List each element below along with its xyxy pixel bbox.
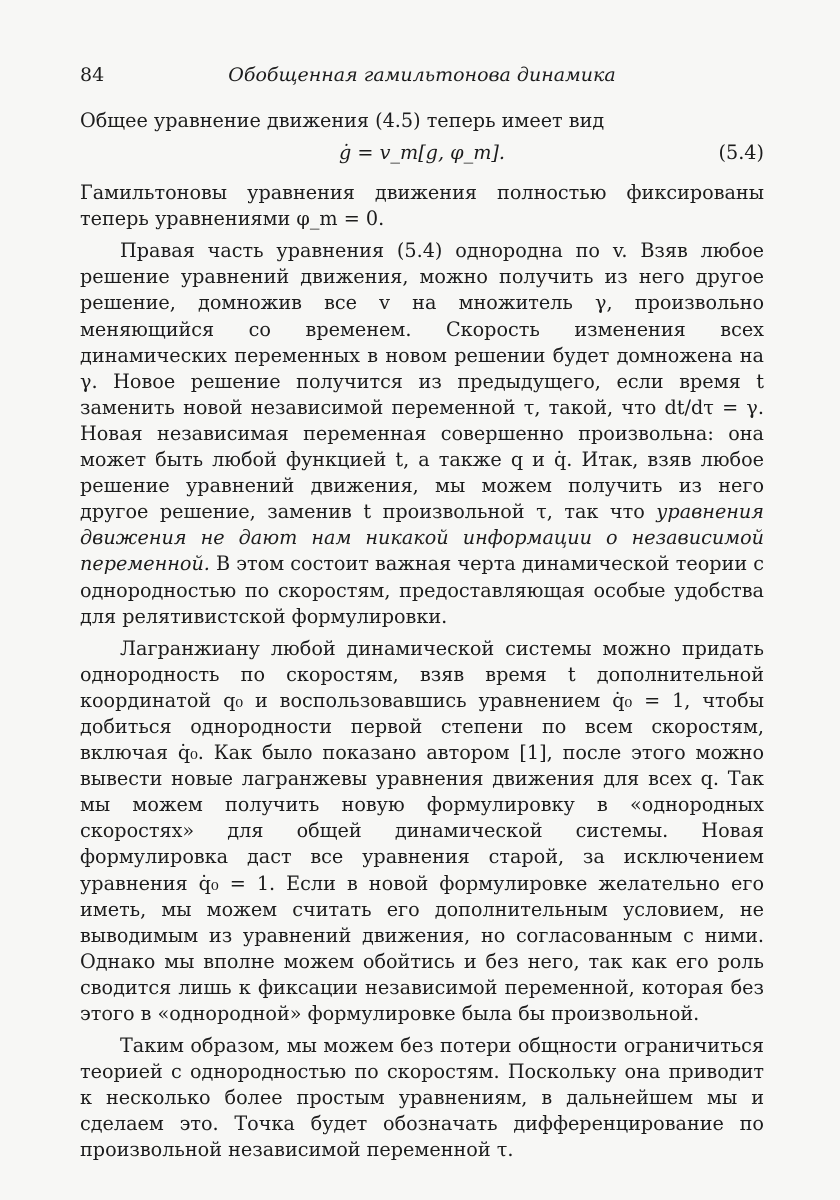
paragraph-homogeneity xyxy=(80,238,764,629)
equation-body: ġ = v_m[g, φ_m]. xyxy=(339,141,505,165)
paragraph-intro: Общее уравнение движения (4.5) теперь имеет вид xyxy=(80,109,605,132)
paragraph-homogeneity-start: Правая часть уравнения (5.4) однородна по v. Взяв любое решение уравнений движения, можно получить из него другое решение, домножив все v на множитель γ, произвольно меняющийся со временем. Скорость изменения всех динамических переменных в новом решении будет домножена на γ. Новое решение получится из предыдущего, если время t заменить новой независимой переменной τ, такой, что dt/dτ = γ. Новая независимая переменная совершенно произвольна: она может быть любой функцией t, а также q и q̇. Итак, взяв любое решение уравнений движения, мы можем получить из него другое решение, заменив t произвольной τ, так что xyxy=(80,239,764,524)
page-number: 84 xyxy=(80,64,105,86)
italic-emphasis: уравнения движения не дают нам никакой информации о независимой переменной. xyxy=(80,500,764,576)
page-body xyxy=(80,108,764,1164)
paragraph-conclusion: Таким образом, мы можем без потери общности ограничиться теорией с однородностью по скоростям. Поскольку она приводит к несколько более простым уравнениям, в дальнейшем мы и сделаем это. Точка будет обозначать дифференцирование по произвольной независимой переменной τ. xyxy=(80,1034,764,1162)
paragraph-homogeneity-end: В этом состоит важная черта динамической теории с однородностью по скоростям, предоставляющая особые удобства для релятивистской формулировки. xyxy=(80,552,764,628)
paragraph-hamilton: Гамильтоновы уравнения движения полностью фиксированы теперь уравнениями φ_m = 0. xyxy=(80,181,764,231)
equation-5-4 xyxy=(80,140,764,174)
equation-number: (5.4) xyxy=(718,141,764,165)
paragraph-lagrangian: Лагранжиану любой динамической системы можно придать однородность по скоростям, взяв время t дополнительной координатой q₀ и воспользовавшись уравнением q̇₀ = 1, чтобы добиться однородности первой степени по всем скоростям, включая q̇₀. Как было показано автором [1], после этого можно вывести новые лагранжевы уравнения движения для всех q. Так мы можем получить новую формулировку в «однородных скоростях» для общей динамической системы. Новая формулировка даст все уравнения старой, за исключением уравнения q̇₀ = 1. Если в новой формулировке желательно его иметь, мы можем считать его дополнительным условием, не выводимым из уравнений движения, но согласованным с ними. Однако мы вполне можем обойтись и без него, так как его роль сводится лишь к фиксации независимой переменной, которая без этого в «однородной» формулировке была бы произвольной. xyxy=(80,636,764,1025)
page-header xyxy=(80,64,764,94)
running-title: Обобщенная гамильтонова динамика xyxy=(228,64,616,86)
